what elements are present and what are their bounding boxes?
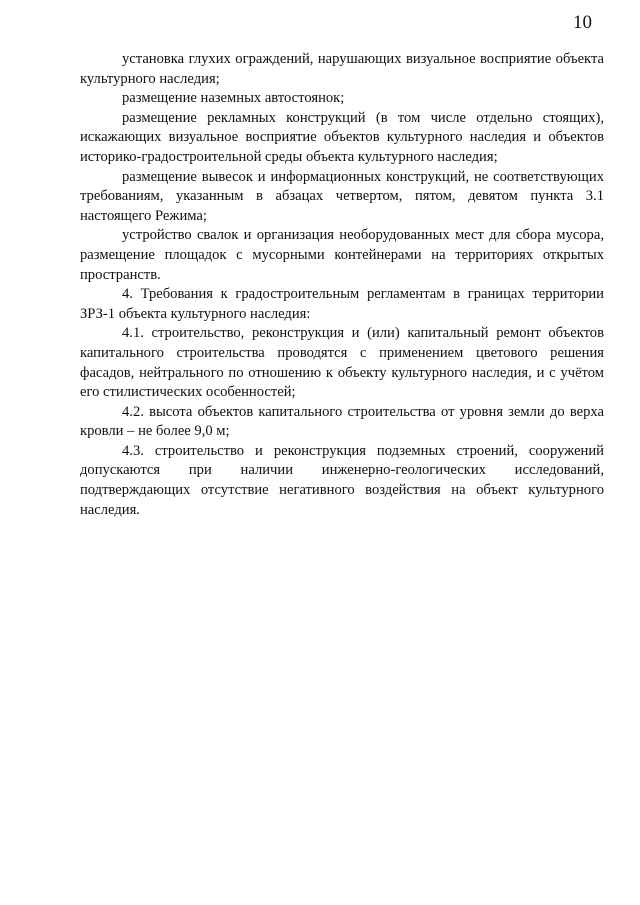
paragraph: размещение рекламных конструкций (в том числе отдельно стоящих), искажающих визуальное восприятие объектов культурного наследия и объектов историко-градостроительной среды объекта культурного наследия;	[80, 109, 604, 165]
paragraph-4-1: 4.1. строительство, реконструкция и (или) капитальный ремонт объектов капитального строительства проводятся с применением цветового решения фасадов, нейтрального по отношению к объекту культурного наследия, и с учётом его стилистических особенностей;	[80, 325, 604, 401]
paragraph: установка глухих ограждений, нарушающих визуальное восприятие объекта культурного наследия;	[80, 51, 604, 87]
section-heading-4: 4. Требования к градостроительным регламентам в границах территории ЗРЗ-1 объекта культурного наследия:	[80, 286, 604, 322]
paragraph: размещение наземных автостоянок;	[122, 90, 345, 107]
paragraph-4-3: 4.3. строительство и реконструкция подземных строений, сооружений допускаются при наличии инженерно-геологических исследований, подтверждающих отсутствие негативного воздействия на объект культурного наследия.	[80, 442, 604, 518]
document-body	[80, 50, 604, 520]
paragraph: устройство свалок и организация необорудованных мест для сбора мусора, размещение площадок с мусорными контейнерами на территориях открытых пространств.	[80, 227, 604, 283]
page-number: 10	[573, 12, 592, 33]
paragraph-4-2: 4.2. высота объектов капитального строительства от уровня земли до верха кровли – не более 9,0 м;	[80, 403, 604, 440]
paragraph: размещение вывесок и информационных конструкций, не соответствующих требованиям, указанным в абзацах четвертом, пятом, девятом пункта 3.1 настоящего Режима;	[80, 168, 604, 224]
